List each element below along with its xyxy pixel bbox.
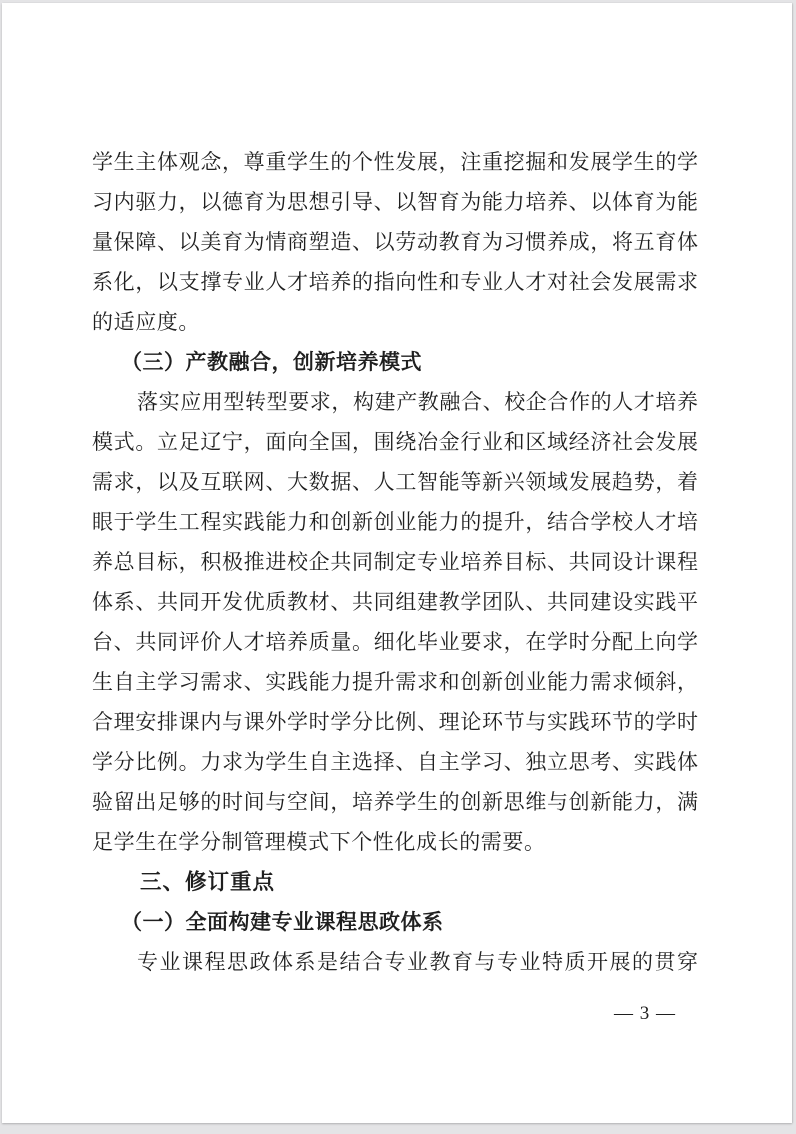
text-line: 学生主体观念，尊重学生的个性发展，注重挖掘和发展学生的学 bbox=[92, 150, 698, 174]
text-line: 合理安排课内与课外学时学分比例、理论环节与实践环节的学时 bbox=[92, 710, 698, 734]
text-line: 眼于学生工程实践能力和创新创业能力的提升，结合学校人才培 bbox=[92, 510, 698, 534]
text-line: 系化，以支撑专业人才培养的指向性和专业人才对社会发展需求 bbox=[92, 270, 698, 294]
subsection-heading: （三）产教融合，创新培养模式 bbox=[121, 350, 422, 374]
text-line: 习内驱力，以德育为思想引导、以智育为能力培养、以体育为能 bbox=[92, 190, 698, 214]
text-line: 模式。立足辽宁，面向全国，围绕冶金行业和区域经济社会发展 bbox=[92, 430, 698, 454]
text-line: 生自主学习需求、实践能力提升需求和创新创业能力需求倾斜， bbox=[92, 670, 698, 694]
section-heading: 三、修订重点 bbox=[140, 870, 276, 894]
page-number: — 3 — bbox=[614, 1003, 676, 1024]
text-line: 的适应度。 bbox=[92, 310, 200, 334]
text-line: 学分比例。力求为学生自主选择、自主学习、独立思考、实践体 bbox=[92, 750, 698, 774]
text-line: 体系、共同开发优质教材、共同组建教学团队、共同建设实践平 bbox=[92, 590, 698, 614]
text-line: 量保障、以美育为情商塑造、以劳动教育为习惯养成，将五育体 bbox=[92, 230, 698, 254]
text-line: 足学生在学分制管理模式下个性化成长的需要。 bbox=[92, 830, 546, 854]
text-line: 落实应用型转型要求，构建产教融合、校企合作的人才培养 bbox=[137, 390, 698, 414]
document-page bbox=[2, 3, 792, 1123]
text-line: 养总目标，积极推进校企共同制定专业培养目标、共同设计课程 bbox=[92, 550, 698, 574]
text-line: 专业课程思政体系是结合专业教育与专业特质开展的贯穿 bbox=[137, 950, 698, 974]
text-line: 台、共同评价人才培养质量。细化毕业要求，在学时分配上向学 bbox=[92, 630, 698, 654]
text-line: 需求，以及互联网、大数据、人工智能等新兴领域发展趋势，着 bbox=[92, 470, 698, 494]
text-line: 验留出足够的时间与空间，培养学生的创新思维与创新能力，满 bbox=[92, 790, 698, 814]
subsection-heading: （一）全面构建专业课程思政体系 bbox=[121, 910, 444, 934]
page-content bbox=[92, 142, 698, 982]
